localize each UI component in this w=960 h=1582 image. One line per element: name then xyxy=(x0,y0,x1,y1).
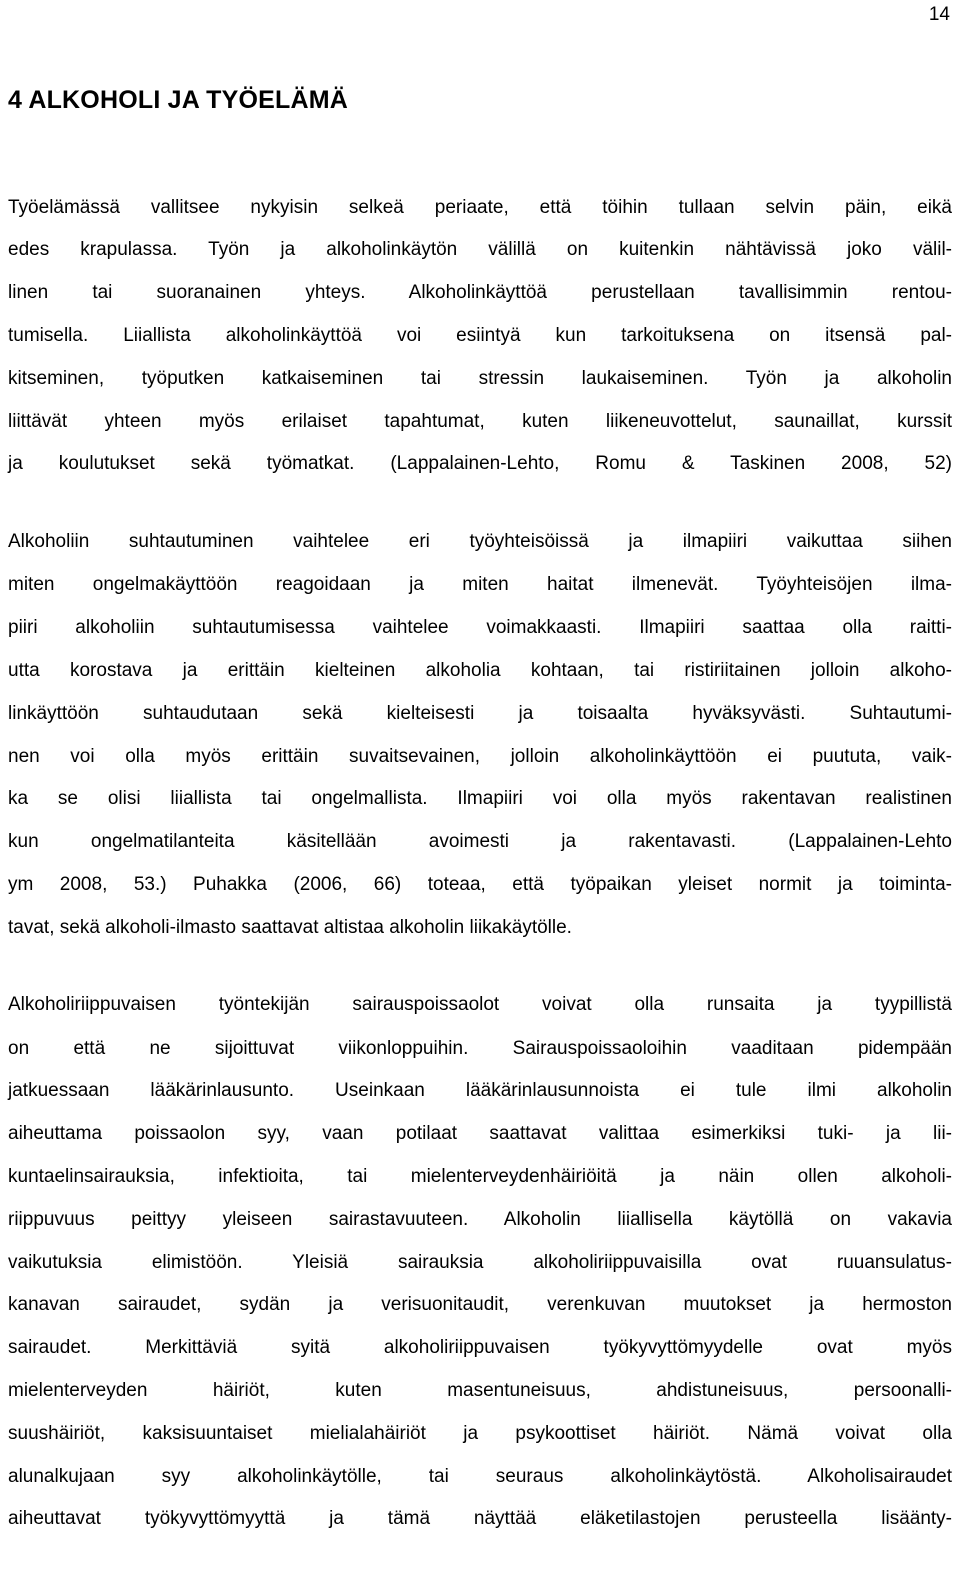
text-line: kuntaelinsairauksia, infektioita, tai mielenterveydenhäiriöitä ja näin ollen alkoholi- xyxy=(8,1166,952,1187)
text-line: ka se olisi liiallista tai ongelmallista. Ilmapiiri voi olla myös rakentavan realistinen xyxy=(8,788,952,809)
text-line: jatkuessaan lääkärinlausunto. Useinkaan lääkärinlausunnoista ei tule ilmi alkoholin xyxy=(8,1080,952,1101)
text-line: miten ongelmakäyttöön reagoidaan ja miten haitat ilmenevät. Työyhteisöjen ilma- xyxy=(8,574,952,595)
text-line: suushäiriöt, kaksisuuntaiset mielialahäiriöt ja psykoottiset häiriöt. Nämä voivat olla xyxy=(8,1423,952,1444)
text-line: alunalkujaan syy alkoholinkäytölle, tai seuraus alkoholinkäytöstä. Alkoholisairaudet xyxy=(8,1466,952,1487)
text-line: mielenterveyden häiriöt, kuten masentuneisuus, ahdistuneisuus, persoonalli- xyxy=(8,1380,952,1401)
text-line: edes krapulassa. Työn ja alkoholinkäytön välillä on kuitenkin nähtävissä joko välil- xyxy=(8,239,952,260)
text-line: aiheuttama poissaolon syy, vaan potilaat saattavat valittaa esimerkiksi tuki- ja lii- xyxy=(8,1123,952,1144)
text-line: piiri alkoholiin suhtautumisessa vaihtelee voimakkaasti. Ilmapiiri saattaa olla raitti- xyxy=(8,617,952,638)
text-line: Alkoholiin suhtautuminen vaihtelee eri työyhteisöissä ja ilmapiiri vaikuttaa siihen xyxy=(8,531,952,552)
text-line: linen tai suoranainen yhteys. Alkoholinkäyttöä perustellaan tavallisimmin rentou- xyxy=(8,282,952,303)
page-number: 14 xyxy=(928,4,950,25)
text-line: Työelämässä vallitsee nykyisin selkeä periaate, että töihin tullaan selvin päin, eikä xyxy=(8,197,952,218)
text-line: ym 2008, 53.) Puhakka (2006, 66) toteaa, että työpaikan yleiset normit ja toiminta- xyxy=(8,874,952,895)
text-line: vaikutuksia elimistöön. Yleisiä sairauksia alkoholiriippuvaisilla ovat ruuansulatus- xyxy=(8,1252,952,1273)
chapter-title: 4 ALKOHOLI JA TYÖELÄMÄ xyxy=(8,86,349,114)
text-line: riippuvuus peittyy yleiseen sairastavuuteen. Alkoholin liiallisella käytöllä on vakavia xyxy=(8,1209,952,1230)
text-line: tavat, sekä alkoholi-ilmasto saattavat altistaa alkoholin liikakäytölle. xyxy=(8,917,572,938)
text-line: on että ne sijoittuvat viikonloppuihin. Sairauspoissaoloihin vaaditaan pidempään xyxy=(8,1038,952,1059)
text-line: utta korostava ja erittäin kielteinen alkoholia kohtaan, tai ristiriitainen jolloin alkoho- xyxy=(8,660,952,681)
text-line: kitseminen, työputken katkaiseminen tai stressin laukaiseminen. Työn ja alkoholin xyxy=(8,368,952,389)
text-line: tumisella. Liiallista alkoholinkäyttöä voi esiintyä kun tarkoituksena on itsensä pal- xyxy=(8,325,952,346)
text-line: kun ongelmatilanteita käsitellään avoimesti ja rakentavasti. (Lappalainen-Lehto xyxy=(8,831,952,852)
text-line: liittävät yhteen myös erilaiset tapahtumat, kuten liikeneuvottelut, saunaillat, kurssit xyxy=(8,411,952,432)
text-line: aiheuttavat työkyvyttömyyttä ja tämä näyttää eläketilastojen perusteella lisäänty- xyxy=(8,1508,952,1529)
text-line: linkäyttöön suhtaudutaan sekä kielteisesti ja toisaalta hyväksyvästi. Suhtautumi- xyxy=(8,703,952,724)
text-line: ja koulutukset sekä työmatkat. (Lappalainen-Lehto, Romu & Taskinen 2008, 52) xyxy=(8,453,952,474)
text-line: Alkoholiriippuvaisen työntekijän sairauspoissaolot voivat olla runsaita ja tyypillistä xyxy=(8,994,952,1015)
text-line: nen voi olla myös erittäin suvaitsevainen, jolloin alkoholinkäyttöön ei puututa, vaik- xyxy=(8,746,952,767)
text-line: kanavan sairaudet, sydän ja verisuonitaudit, verenkuvan muutokset ja hermoston xyxy=(8,1294,952,1315)
text-line: sairaudet. Merkittäviä syitä alkoholiriippuvaisen työkyvyttömyydelle ovat myös xyxy=(8,1337,952,1358)
